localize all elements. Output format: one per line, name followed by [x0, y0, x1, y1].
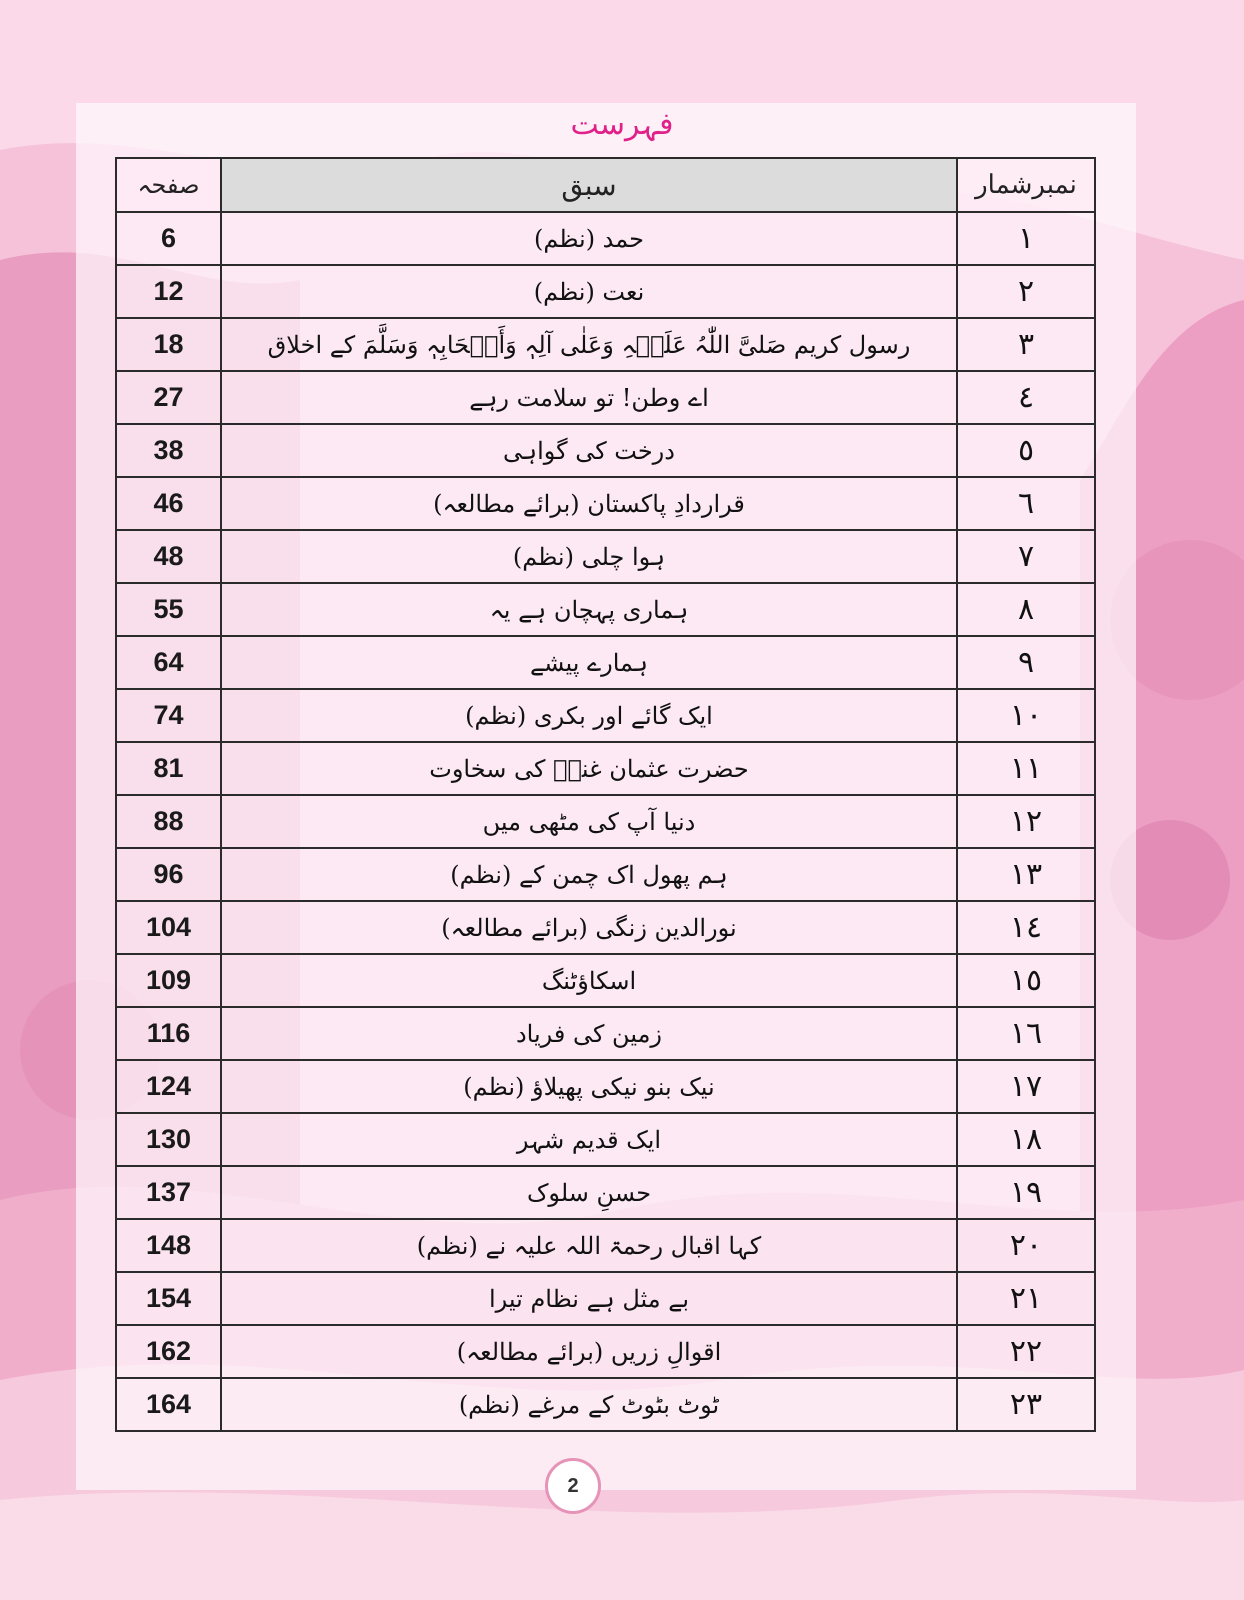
table-row[interactable] — [116, 1166, 1095, 1219]
row-number: ٢٢ — [957, 1325, 1095, 1378]
table-row[interactable] — [116, 636, 1095, 689]
row-page-number: 88 — [116, 795, 221, 848]
row-number: ٧ — [957, 530, 1095, 583]
row-lesson-title: اے وطن! تو سلامت رہے — [221, 371, 957, 424]
row-page-number: 116 — [116, 1007, 221, 1060]
row-lesson-title: ہم پھول اک چمن کے (نظم) — [221, 848, 957, 901]
table-row[interactable] — [116, 1378, 1095, 1431]
row-number: ١٧ — [957, 1060, 1095, 1113]
row-lesson-title: درخت کی گواہی — [221, 424, 957, 477]
row-lesson-title: ہمارے پیشے — [221, 636, 957, 689]
row-number: ٢١ — [957, 1272, 1095, 1325]
row-page-number: 104 — [116, 901, 221, 954]
table-row[interactable] — [116, 1325, 1095, 1378]
row-page-number: 109 — [116, 954, 221, 1007]
row-number: ١٠ — [957, 689, 1095, 742]
row-lesson-title: اقوالِ زریں (برائے مطالعہ) — [221, 1325, 957, 1378]
table-row[interactable] — [116, 583, 1095, 636]
row-page-number: 18 — [116, 318, 221, 371]
row-lesson-title: نعت (نظم) — [221, 265, 957, 318]
table-row[interactable] — [116, 954, 1095, 1007]
table-row[interactable] — [116, 265, 1095, 318]
row-number: ٣ — [957, 318, 1095, 371]
row-page-number: 164 — [116, 1378, 221, 1431]
row-lesson-title: حمد (نظم) — [221, 212, 957, 265]
table-row[interactable] — [116, 212, 1095, 265]
row-number: ١٩ — [957, 1166, 1095, 1219]
table-row[interactable] — [116, 1219, 1095, 1272]
row-page-number: 74 — [116, 689, 221, 742]
header-page: صفحہ — [116, 158, 221, 212]
table-row[interactable] — [116, 742, 1095, 795]
row-page-number: 162 — [116, 1325, 221, 1378]
row-lesson-title: رسول کریم صَلیَّ اللّٰہُ عَلَیۡہِ وَعَلٰی آلِہٖ وَأَصۡحَابِہٖ وَسَلَّمَ کے اخلاق — [221, 318, 957, 371]
row-lesson-title: اسکاؤٹنگ — [221, 954, 957, 1007]
header-number: نمبرشمار — [957, 158, 1095, 212]
row-number: ٦ — [957, 477, 1095, 530]
row-page-number: 12 — [116, 265, 221, 318]
row-page-number: 27 — [116, 371, 221, 424]
page-title: فہرست — [570, 107, 674, 142]
row-page-number: 137 — [116, 1166, 221, 1219]
row-lesson-title: ہماری پہچان ہے یہ — [221, 583, 957, 636]
table-of-contents — [115, 157, 1096, 1432]
table-row[interactable] — [116, 795, 1095, 848]
row-lesson-title: قراردادِ پاکستان (برائے مطالعہ) — [221, 477, 957, 530]
row-lesson-title: نیک بنو نیکی پھیلاؤ (نظم) — [221, 1060, 957, 1113]
table-row[interactable] — [116, 689, 1095, 742]
row-number: ٨ — [957, 583, 1095, 636]
row-lesson-title: ٹوٹ بٹوٹ کے مرغے (نظم) — [221, 1378, 957, 1431]
table-row[interactable] — [116, 901, 1095, 954]
row-page-number: 64 — [116, 636, 221, 689]
row-page-number: 81 — [116, 742, 221, 795]
row-lesson-title: ہوا چلی (نظم) — [221, 530, 957, 583]
row-page-number: 48 — [116, 530, 221, 583]
table-row[interactable] — [116, 424, 1095, 477]
row-page-number: 96 — [116, 848, 221, 901]
row-number: ٢٠ — [957, 1219, 1095, 1272]
row-number: ١١ — [957, 742, 1095, 795]
row-number: ٩ — [957, 636, 1095, 689]
row-page-number: 46 — [116, 477, 221, 530]
row-lesson-title: حضرت عثمان غنیؓ کی سخاوت — [221, 742, 957, 795]
table-row[interactable] — [116, 318, 1095, 371]
table-body — [116, 212, 1095, 1431]
row-page-number: 38 — [116, 424, 221, 477]
row-lesson-title: بے مثل ہے نظام تیرا — [221, 1272, 957, 1325]
header-lesson: سبق — [221, 158, 957, 212]
row-page-number: 130 — [116, 1113, 221, 1166]
row-lesson-title: حسنِ سلوک — [221, 1166, 957, 1219]
row-page-number: 55 — [116, 583, 221, 636]
row-number: ١٢ — [957, 795, 1095, 848]
row-number: ٢ — [957, 265, 1095, 318]
page-number: 2 — [545, 1458, 601, 1514]
table-row[interactable] — [116, 477, 1095, 530]
table-row[interactable] — [116, 371, 1095, 424]
row-lesson-title: ایک گائے اور بکری (نظم) — [221, 689, 957, 742]
table-row[interactable] — [116, 1060, 1095, 1113]
row-number: ١٤ — [957, 901, 1095, 954]
table-row[interactable] — [116, 1272, 1095, 1325]
row-number: ٤ — [957, 371, 1095, 424]
row-lesson-title: ایک قدیم شہر — [221, 1113, 957, 1166]
row-page-number: 6 — [116, 212, 221, 265]
table-row[interactable] — [116, 530, 1095, 583]
table-row[interactable] — [116, 1113, 1095, 1166]
row-page-number: 148 — [116, 1219, 221, 1272]
row-lesson-title: زمین کی فریاد — [221, 1007, 957, 1060]
row-number: ١٨ — [957, 1113, 1095, 1166]
table-header-row — [116, 158, 1095, 212]
row-number: ٥ — [957, 424, 1095, 477]
row-number: ١٣ — [957, 848, 1095, 901]
row-page-number: 154 — [116, 1272, 221, 1325]
row-number: ١ — [957, 212, 1095, 265]
table-row[interactable] — [116, 1007, 1095, 1060]
table-row[interactable] — [116, 848, 1095, 901]
row-lesson-title: نورالدین زنگی (برائے مطالعہ) — [221, 901, 957, 954]
row-lesson-title: دنیا آپ کی مٹھی میں — [221, 795, 957, 848]
row-number: ٢٣ — [957, 1378, 1095, 1431]
row-number: ١٦ — [957, 1007, 1095, 1060]
row-page-number: 124 — [116, 1060, 221, 1113]
row-lesson-title: کہا اقبال رحمۃ اللہ علیہ نے (نظم) — [221, 1219, 957, 1272]
row-number: ١٥ — [957, 954, 1095, 1007]
